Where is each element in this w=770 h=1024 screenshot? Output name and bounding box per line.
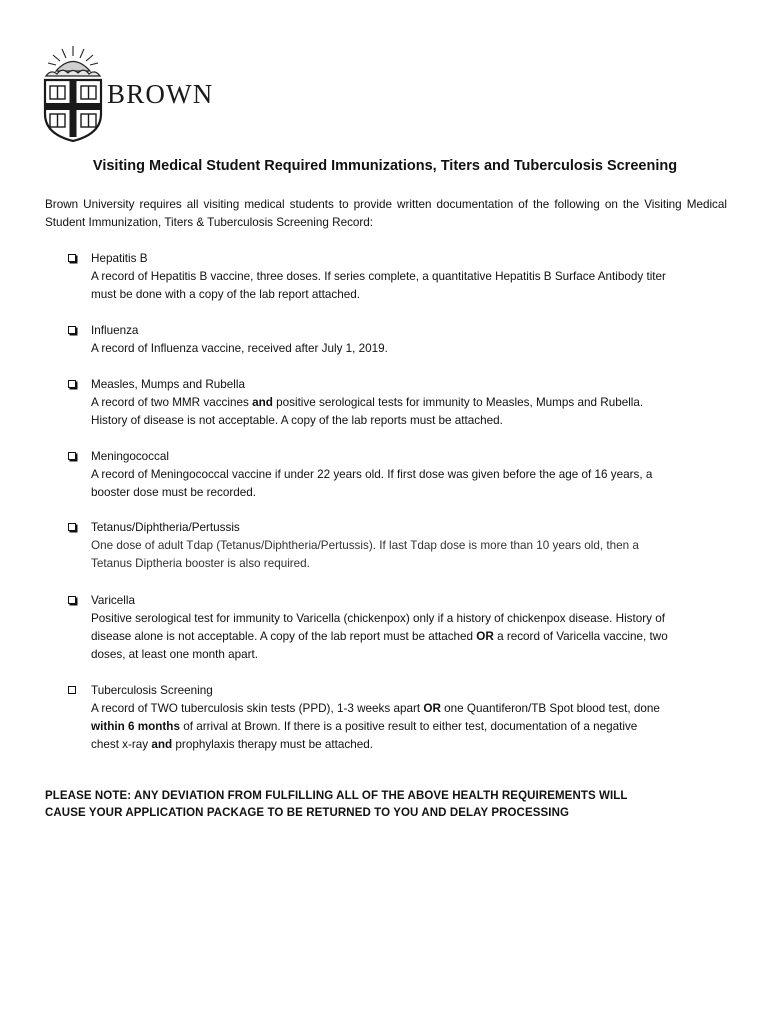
brown-logo (42, 44, 242, 144)
requirement-heading: Measles, Mumps and Rubella (91, 378, 245, 391)
emphasis-or: OR (476, 630, 494, 643)
requirement-text: One dose of adult Tdap (Tetanus/Diphtheria/Pertussis). If last Tdap dose is more than 10 years old, then a (91, 539, 639, 552)
note-line: PLEASE NOTE: ANY DEVIATION FROM FULFILLING ALL OF THE ABOVE HEALTH REQUIREMENTS WILL (45, 790, 628, 802)
emphasis-within: within 6 months (91, 720, 180, 733)
checkbox-icon (68, 326, 76, 334)
requirement-text: A record of Influenza vaccine, received after July 1, 2019. (91, 342, 388, 355)
page-title: Visiting Medical Student Required Immunizations, Titers and Tuberculosis Screening (92, 158, 678, 174)
requirement-text: must be done with a copy of the lab report attached. (91, 288, 360, 301)
requirement-text: chest x-ray and prophylaxis therapy must be attached. (91, 738, 373, 751)
requirement-text: A record of Meningococcal vaccine if under 22 years old. If first dose was given before the age of 16 years, a (91, 468, 653, 481)
requirement-heading: Varicella (91, 594, 135, 607)
requirement-text: doses, at least one month apart. (91, 648, 258, 661)
requirement-varicella (68, 592, 728, 664)
requirement-mmr (68, 376, 728, 430)
requirement-text: History of disease is not acceptable. A copy of the lab reports must be attached. (91, 414, 503, 427)
requirement-text: A record of TWO tuberculosis skin tests (PPD), 1-3 weeks apart OR one Quantiferon/TB Spot blood test, done (91, 702, 660, 715)
checkbox-icon (68, 523, 76, 531)
requirement-text: Positive serological test for immunity to Varicella (chickenpox) only if a history of chickenpox disease. History of (91, 612, 666, 625)
requirement-tuberculosis (68, 682, 728, 754)
intro-paragraph: Brown University requires all visiting medical students to provide written documentation of the following on the Visiting Medical Student Immunization, Titers & Tuberculosis Screening Record: (45, 198, 727, 229)
requirement-heading: Tetanus/Diphtheria/Pertussis (91, 521, 240, 534)
brown-wordmark: BROWN (107, 79, 214, 109)
brown-crest-icon (42, 44, 104, 142)
requirement-text: A record of Hepatitis B vaccine, three doses. If series complete, a quantitative Hepatitis B Surface Antibody titer (91, 270, 666, 283)
note-line: CAUSE YOUR APPLICATION PACKAGE TO BE RETURNED TO YOU AND DELAY PROCESSING (45, 807, 570, 819)
emphasis-and: and (252, 396, 273, 409)
checkbox-icon (68, 380, 76, 388)
emphasis-or: OR (423, 702, 441, 715)
requirement-heading: Tuberculosis Screening (91, 684, 213, 697)
requirement-text: within 6 months of arrival at Brown. If there is a positive result to either test, documentation of a negative (91, 720, 638, 733)
requirement-tdap (68, 519, 728, 573)
requirement-text: Tetanus Diptheria booster is also required. (91, 557, 310, 570)
requirement-text: booster dose must be recorded. (91, 486, 257, 499)
checkbox-icon (68, 452, 76, 460)
checkbox-icon (68, 686, 76, 694)
requirement-hepatitis-b (68, 250, 728, 304)
requirement-heading: Hepatitis B (91, 252, 148, 265)
please-note (45, 788, 735, 822)
checkbox-icon (68, 254, 76, 262)
checkbox-icon (68, 596, 76, 604)
requirement-heading: Meningococcal (91, 450, 169, 463)
requirement-influenza (68, 322, 728, 358)
emphasis-and: and (151, 738, 173, 751)
requirement-text: A record of two MMR vaccines and positive serological tests for immunity to Measles, Mumps and Rubella. (91, 396, 644, 409)
requirement-heading: Influenza (91, 324, 139, 337)
requirement-text: disease alone is not acceptable. A copy of the lab report must be attached OR a record of Varicella vaccine, two (91, 630, 668, 643)
requirement-meningococcal (68, 448, 728, 502)
